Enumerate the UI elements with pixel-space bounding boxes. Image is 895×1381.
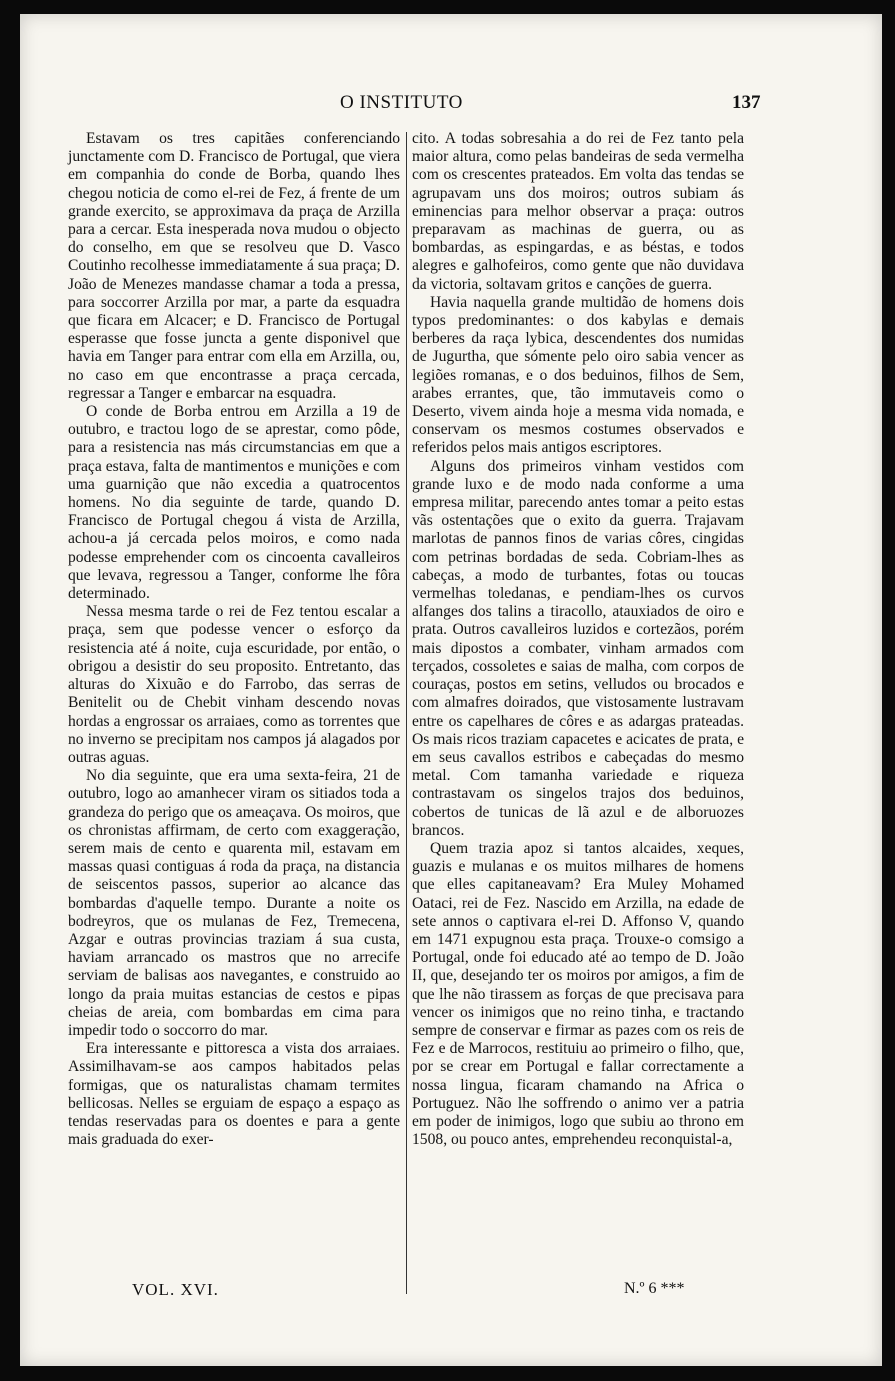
document-page: [20, 14, 882, 1366]
page-number: 137: [732, 92, 761, 113]
volume-label: VOL. XVI.: [132, 1280, 219, 1299]
running-header: [20, 92, 882, 114]
right-column: [412, 130, 744, 1149]
paragraph: Era interessante e pittoresca a vista dos arraiaes. Assimilhavam-se aos campos habitados pelas formigas, que os naturalistas chamam termites bellicosas. Nelles se erguiam de espaço a espaço as tendas reservadas para os doentes e para a gente mais graduada do exer-: [68, 1040, 400, 1149]
paragraph: Estavam os tres capitães conferenciando junctamente com D. Francisco de Portugal, que viera em companhia do conde de Borba, quando lhes chegou noticia de como el-rei de Fez, á frente de um grande exercito, se approximava da praça de Arzilla para a cercar. Esta inesperada nova mudou o objecto do conselho, em que se resolveu que D. Vasco Coutinho recolhesse immediatamente á sua praça; D. João de Menezes mandasse chamar a toda a pressa, para soccorrer Arzilla por mar, a parte da esquadra que ficara em Alcacer; e D. Francisco de Portugal esperasse que fosse juncta a gente disponivel que havia em Tanger para entrar com ella em Arzilla, ou, no caso em que encontrasse a praça cercada, regressar a Tanger e embarcar na esquadra.: [68, 130, 400, 402]
paragraph: O conde de Borba entrou em Arzilla a 19 de outubro, e tractou logo de se aprestar, como pôde, para a resistencia nas más circumstancias em que a praça estava, falta de mantimentos e munições e com uma guarnição que não excedia a quatrocentos homens. No dia seguinte de tarde, quando D. Francisco de Portugal chegou á vista de Arzilla, achou-a já cercada pelos moiros, e como nada podesse emprehender com os cincoenta cavalleiros que levava, regressou a Tanger, conforme lhe fôra determinado.: [68, 403, 400, 603]
paragraph: No dia seguinte, que era uma sexta-feira, 21 de outubro, logo ao amanhecer viram os sitiados toda a grandeza do perigo que os ameaçava. Os moiros, que os chronistas affirmam, de certo com exaggeração, serem mais de cento e quarenta mil, estavam em massas quasi contiguas á roda da praça, na distancia de seiscentos passos, superior ao alcance das bombardas d'aquelle tempo. Durante a noite os bodreyros, que os mulanas de Fez, Tremecena, Azgar e outras provincias traziam á sua custa, haviam arrancado os mastros que no arrecife serviam de balisas aos navegantes, e construido ao longo da praia muitas estancias de cestos e pipas cheias de areia, com bombardas em cima para impedir todo o soccorro do mar.: [68, 767, 400, 1039]
paragraph: Alguns dos primeiros vinham vestidos com grande luxo e de modo nada conforme a uma empresa militar, parecendo antes tomar a peito estas vãs ostentações que o exito da guerra. Trajavam marlotas de pannos finos de varias côres, cingidas com petrinas bordadas de seda. Cobriam-lhes as cabeças, a modo de turbantes, fotas ou toucas vermelhas toledanas, e pendiam-lhes os curvos alfanges dos talins a tiracollo, atauxiados de oiro e prata. Outros cavalleiros luzidos e cortezãos, porém mais dipostos a combater, vinham armados com terçados, cossoletes e saias de malha, com corpos de couraças, postos em setins, velludos ou brocados e com almafres doirados, que vistosamente lustravam entre os capelhares de côres e as adargas prateadas. Os mais ricos traziam capacetes e acicates de prata, e em seus cavallos estribos e cabeçadas do mesmo metal. Com tamanha variedade e riqueza contrastavam os singelos trajos dos beduinos, cobertos de tunicas de lã azul e de alboruozes brancos.: [412, 457, 744, 839]
left-column: [68, 130, 400, 1149]
paragraph: Havia naquella grande multidão de homens dois typos predominantes: o dos kabylas e demais berberes da raça lybica, descendentes dos numidas de Jugurtha, que sómente pelo oiro sabia vencer as legiões romanas, e o dos beduinos, filhos de Sem, arabes errantes, que, tão immutaveis como o Deserto, vivem ainda hoje a mesma vida nomada, e conservam os mesmos costumes observados e referidos pelos mais antigos escriptores.: [412, 293, 744, 457]
paragraph: Nessa mesma tarde o rei de Fez tentou escalar a praça, sem que podesse vencer o esforço da resistencia até á noite, cuja escuridade, por então, o obrigou a desistir do seu proposito. Entretanto, das alturas do Xixuão e do Farrobo, das serras de Benitelit ou de Chebit vinham descendo novas hordas a engrossar os arraiaes, como as torrentes que no inverno se precipitam nos campos já alagados por outras aguas.: [68, 603, 400, 766]
journal-title: O INSTITUTO: [340, 92, 463, 113]
signature-mark: N.º 6 ***: [624, 1280, 685, 1297]
paragraph: Quem trazia apoz si tantos alcaides, xeques, guazis e mulanas e os muitos milhares de homens que elles capitaneavam? Era Muley Mohamed Oataci, rei de Fez. Nascido em Arzilla, na edade de sete annos o captivara el-rei D. Affonso V, quando em 1471 expugnou esta praça. Trouxe-o comsigo a Portugal, onde foi educado até ao tempo de D. João II, que, desejando ter os moiros por amigos, a fim de que lhe não tirassem as forças de que precisava para vencer os inimigos que no reino tinha, e tractando sempre de conservar e firmar as pazes com os reis de Fez e de Marrocos, restituiu ao primeiro o filho, que, por se crear em Portugal e fallar correctamente a nossa lingua, ficaram chamando na Africa o Portuguez. Não lhe soffrendo o animo ver a patria em poder de inimigos, logo que subiu ao throno em 1508, ou pouco antes, emprehendeu reconquistal-a,: [412, 839, 744, 1149]
paragraph: cito. A todas sobresahia a do rei de Fez tanto pela maior altura, como pelas bandeiras de seda vermelha com os crescentes prateados. Em volta das tendas se agrupavam uns dos moiros; outros subiam ás eminencias para melhor observar a praça: outros preparavam as machinas de guerra, ou as bombardas, as espingardas, e as béstas, e todos alegres e galhofeiros, como gente que não duvidava da victoria, soltavam gritos e canções de guerra.: [412, 130, 744, 293]
column-divider: [406, 132, 407, 1294]
